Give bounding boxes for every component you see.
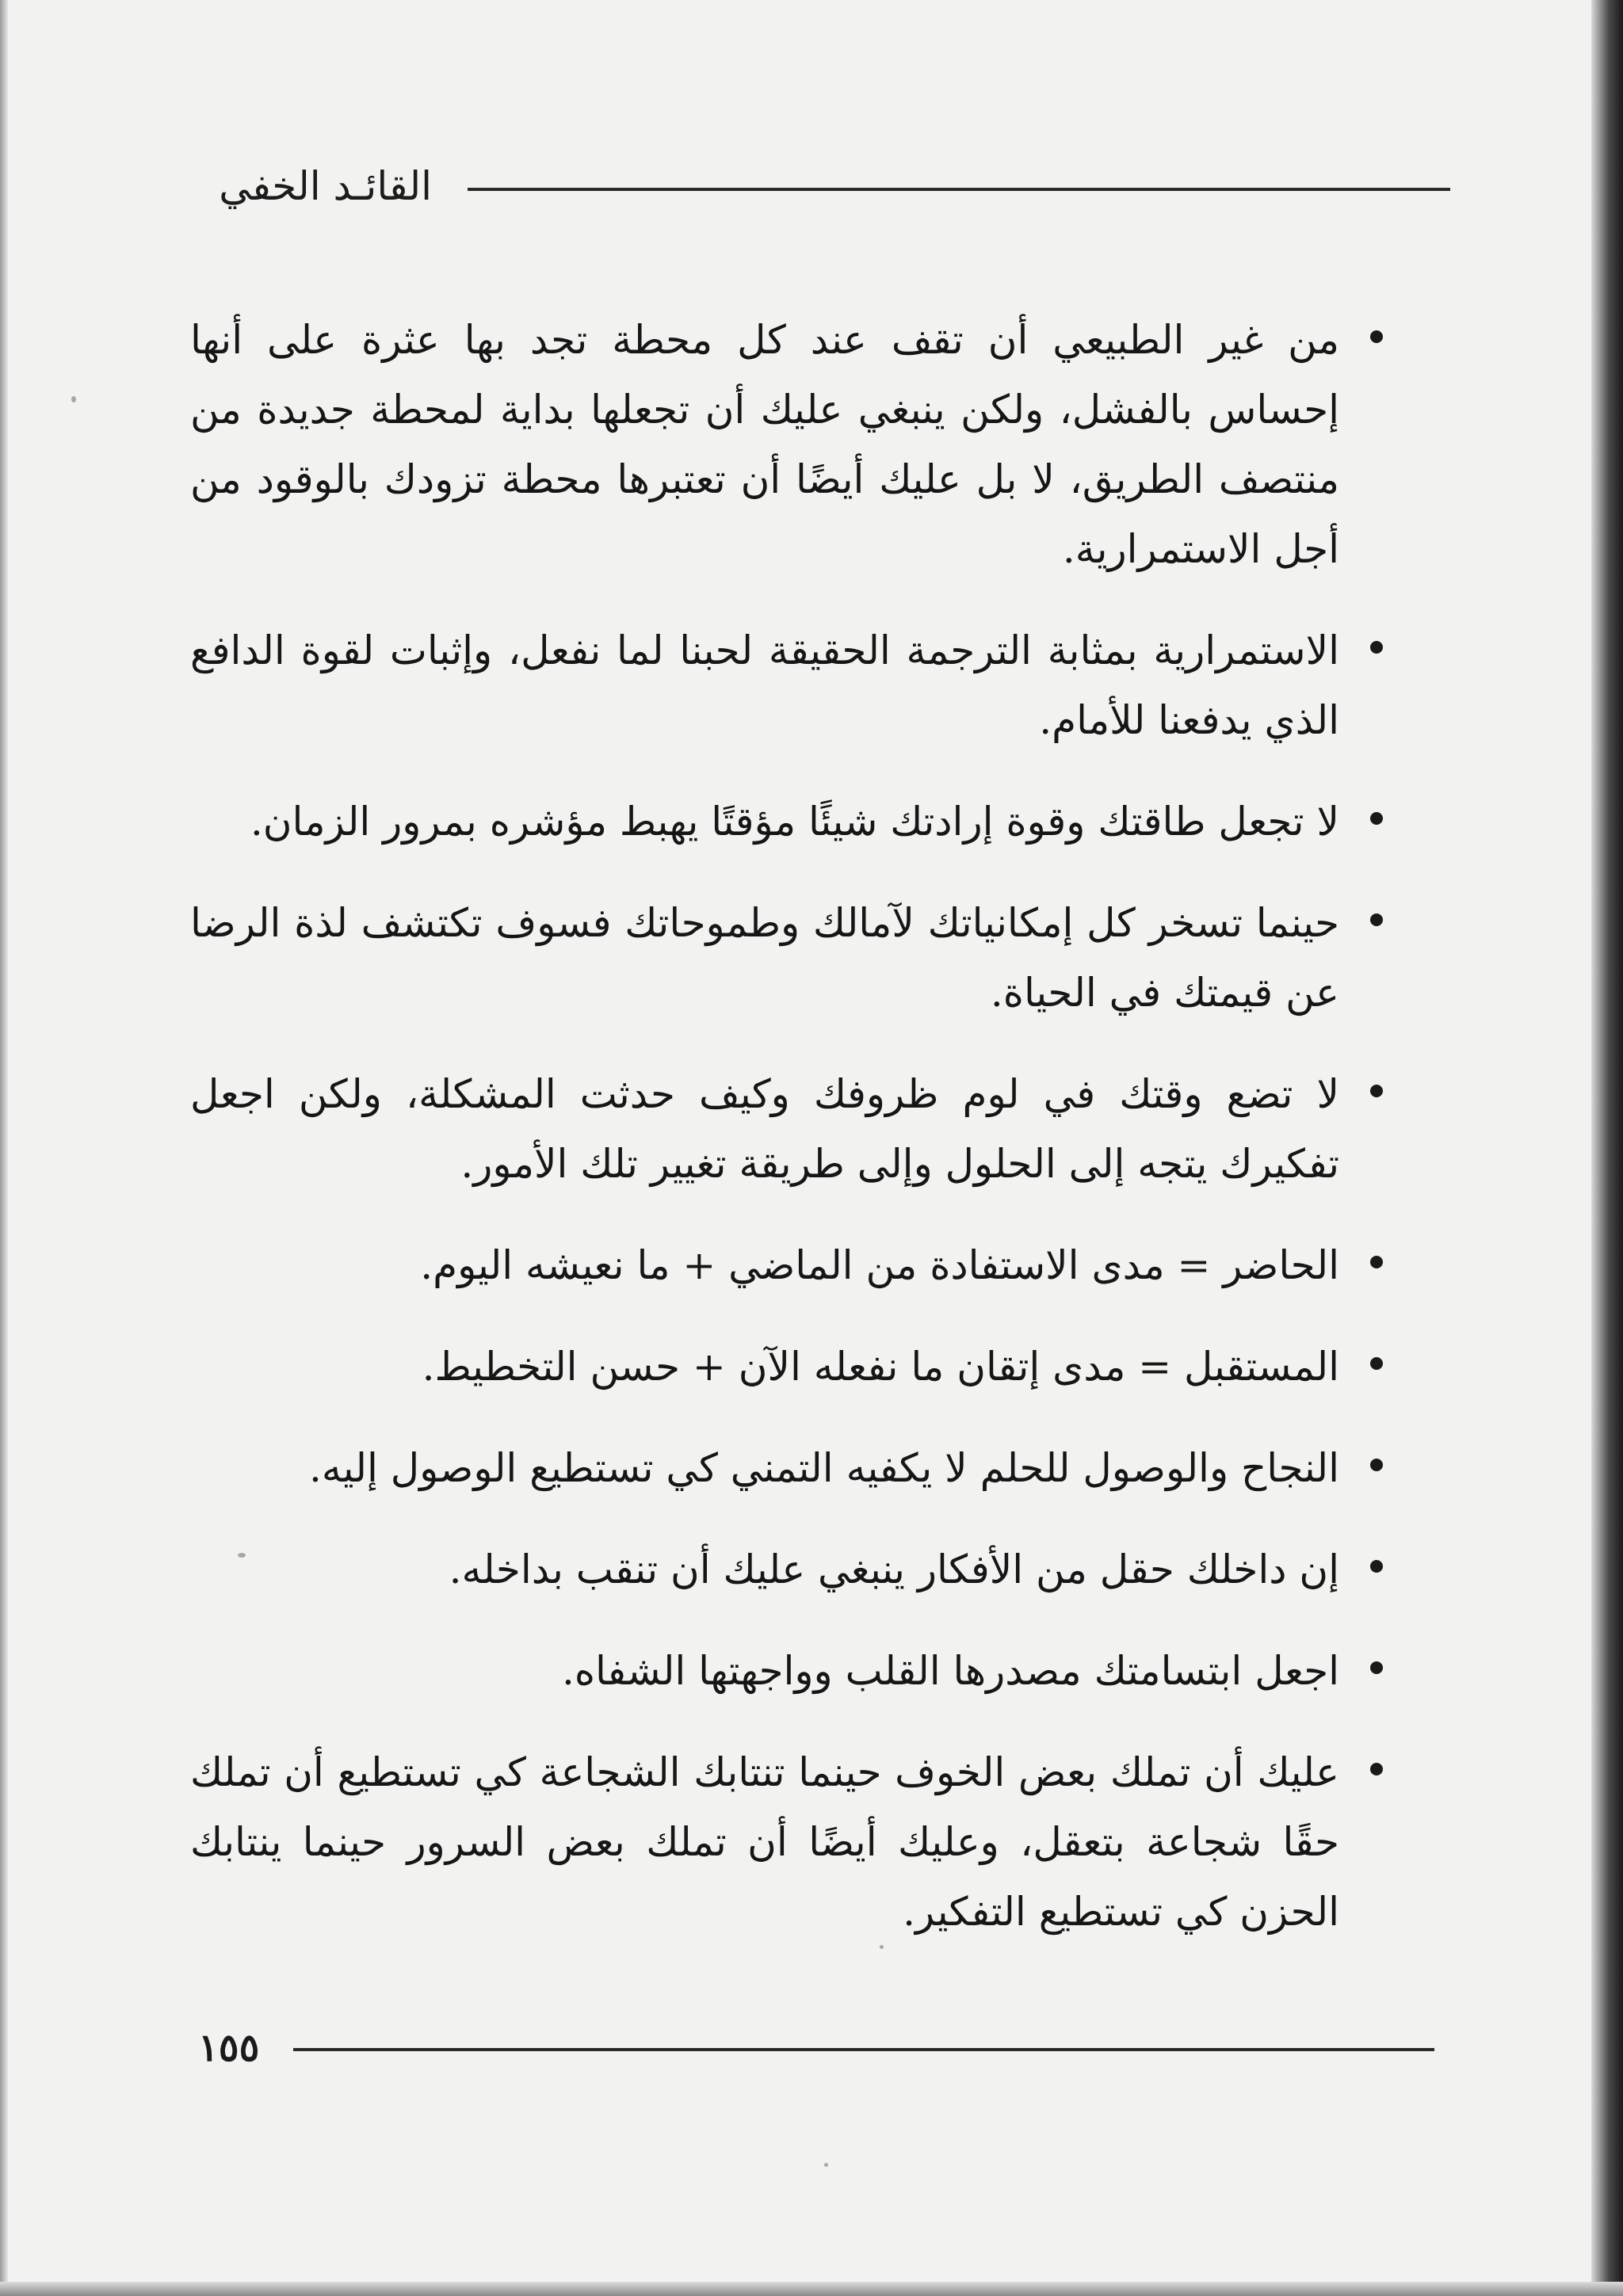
list-item-text: الاستمرارية بمثابة الترجمة الحقيقة لحبنا لما نفعل، وإثبات لقوة الدافع الذي يدفعنا للأمام. <box>190 627 1339 743</box>
bullet-icon <box>1370 812 1383 825</box>
bullet-icon <box>1370 1560 1383 1573</box>
bullet-icon <box>1370 1763 1383 1775</box>
list-item <box>190 787 1383 856</box>
scan-speck <box>238 1553 246 1558</box>
bullet-icon <box>1370 1256 1383 1268</box>
list-item <box>190 1535 1383 1604</box>
list-item <box>190 616 1383 755</box>
footer-rule <box>293 2048 1434 2051</box>
list-item-text: حينما تسخر كل إمكانياتك لآمالك وطموحاتك فسوف تكتشف لذة الرضا عن قيمتك في الحياة. <box>190 900 1339 1016</box>
header-rule <box>468 188 1450 191</box>
list-item <box>190 305 1383 584</box>
list-item <box>190 1433 1383 1503</box>
page-footer <box>198 2024 1434 2080</box>
book-title: القائـد الخفي <box>219 163 432 209</box>
list-item-text: لا تجعل طاقتك وقوة إرادتك شيئًا مؤقتًا يهبط مؤشره بمرور الزمان. <box>250 799 1339 845</box>
running-header <box>219 162 1450 218</box>
book-binding-edge <box>1591 0 1623 2296</box>
list-item-text: اجعل ابتسامتك مصدرها القلب وواجهتها الشفاه. <box>561 1648 1339 1694</box>
scan-speck <box>71 396 76 402</box>
page-bottom-edge <box>0 2282 1623 2296</box>
list-item-text: المستقبل = مدى إتقان ما نفعله الآن + حسن التخطيط. <box>422 1344 1339 1390</box>
list-item <box>190 1332 1383 1402</box>
scan-speck <box>824 2163 828 2167</box>
bullet-icon <box>1370 1357 1383 1370</box>
list-item-text: لا تضع وقتك في لوم ظروفك وكيف حدثت المشكلة، ولكن اجعل تفكيرك يتجه إلى الحلول وإلى طريقة تغيير تلك الأمور. <box>190 1071 1339 1187</box>
list-item <box>190 1636 1383 1706</box>
bullet-icon <box>1370 913 1383 926</box>
list-item-text: النجاح والوصول للحلم لا يكفيه التمني كي تستطيع الوصول إليه. <box>308 1445 1339 1491</box>
list-item-text: من غير الطبيعي أن تقف عند كل محطة تجد بها عثرة على أنها إحساس بالفشل، ولكن ينبغي عليك أن تجعلها بداية لمحطة جديدة من منتصف الطريق، لا بل عليك أيضًا أن تعتبرها محطة تزودك بالوقود من أجل الاستمرارية. <box>190 317 1339 572</box>
bullet-icon <box>1370 330 1383 343</box>
bullet-icon <box>1370 641 1383 654</box>
page-number: ١٥٥ <box>198 2026 260 2070</box>
list-item <box>190 1737 1383 1947</box>
page-left-edge <box>0 0 8 2296</box>
list-item <box>190 888 1383 1028</box>
bullet-list <box>190 305 1383 1978</box>
bullet-icon <box>1370 1459 1383 1471</box>
list-item-text: إن داخلك حقل من الأفكار ينبغي عليك أن تنقب بداخله. <box>449 1547 1339 1592</box>
list-item-text: عليك أن تملك بعض الخوف حينما تنتابك الشجاعة كي تستطيع أن تملك حقًا شجاعة بتعقل، وعليك أيضًا أن تملك بعض السرور حينما ينتابك الحزن كي تستطيع التفكير. <box>190 1749 1339 1935</box>
bullet-icon <box>1370 1085 1383 1097</box>
scan-speck <box>880 1945 884 1949</box>
list-item-text: الحاضر = مدى الاستفادة من الماضي + ما نعيشه اليوم. <box>420 1242 1339 1288</box>
list-item <box>190 1059 1383 1199</box>
list-item <box>190 1230 1383 1300</box>
bullet-icon <box>1370 1661 1383 1674</box>
